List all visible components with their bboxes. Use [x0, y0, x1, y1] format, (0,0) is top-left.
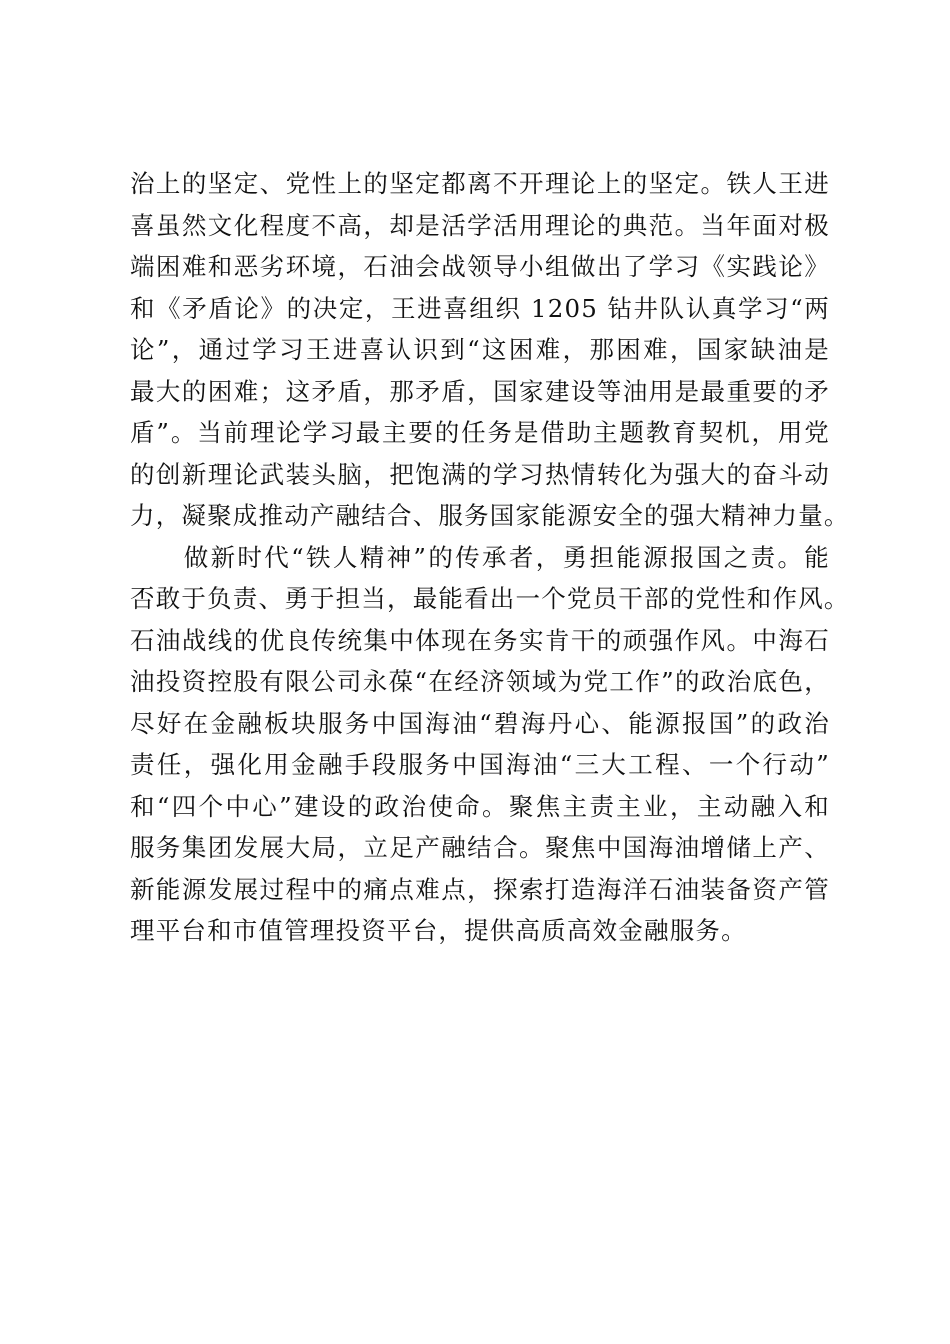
text-line: 石油战线的优良传统集中体现在务实肯干的顽强作风。中海石 [130, 625, 830, 655]
text-line: 喜虽然文化程度不高，却是活学活用理论的典范。当年面对极 [130, 210, 830, 240]
text-line: 力，凝聚成推动产融结合、服务国家能源安全的强大精神力量。 [130, 501, 850, 530]
paragraph-2 [130, 537, 850, 952]
text-line: 治上的坚定、党性上的坚定都离不开理论上的坚定。铁人王进 [130, 169, 830, 198]
text-line: 理平台和市值管理投资平台，提供高质高效金融服务。 [130, 916, 747, 945]
text-line: 尽好在金融板块服务中国海油“碧海丹心、能源报国”的政治 [130, 708, 830, 738]
text-line: 服务集团发展大局，立足产融结合。聚焦中国海油增储上产、 [130, 833, 830, 862]
text-line: 和《矛盾论》的决定，王进喜组织 1205 钻井队认真学习“两 [130, 293, 830, 323]
body-text [130, 163, 850, 952]
text-line: 的创新理论武装头脑，把饱满的学习热情转化为强大的奋斗动 [130, 459, 830, 489]
text-line: 盾”。当前理论学习最主要的任务是借助主题教育契机，用党 [130, 418, 830, 447]
text-line: 油投资控股有限公司永葆“在经济领域为党工作”的政治底色， [130, 667, 830, 696]
text-line: 否敢于负责、勇于担当，最能看出一个党员干部的党性和作风。 [130, 584, 850, 613]
text-line: 论”，通过学习王进喜认识到“这困难，那困难，国家缺油是 [130, 335, 830, 364]
paragraph-1 [130, 163, 850, 537]
text-line: 责任，强化用金融手段服务中国海油“三大工程、一个行动” [130, 750, 830, 779]
text-line: 和“四个中心”建设的政治使命。聚焦主责主业，主动融入和 [130, 791, 830, 821]
text-line: 做新时代“铁人精神”的传承者，勇担能源报国之责。能 [130, 542, 830, 572]
text-line: 最大的困难；这矛盾，那矛盾，国家建设等油用是最重要的矛 [130, 376, 830, 406]
text-line: 端困难和恶劣环境，石油会战领导小组做出了学习《实践论》 [130, 252, 830, 281]
text-line: 新能源发展过程中的痛点难点，探索打造海洋石油装备资产管 [130, 874, 830, 904]
